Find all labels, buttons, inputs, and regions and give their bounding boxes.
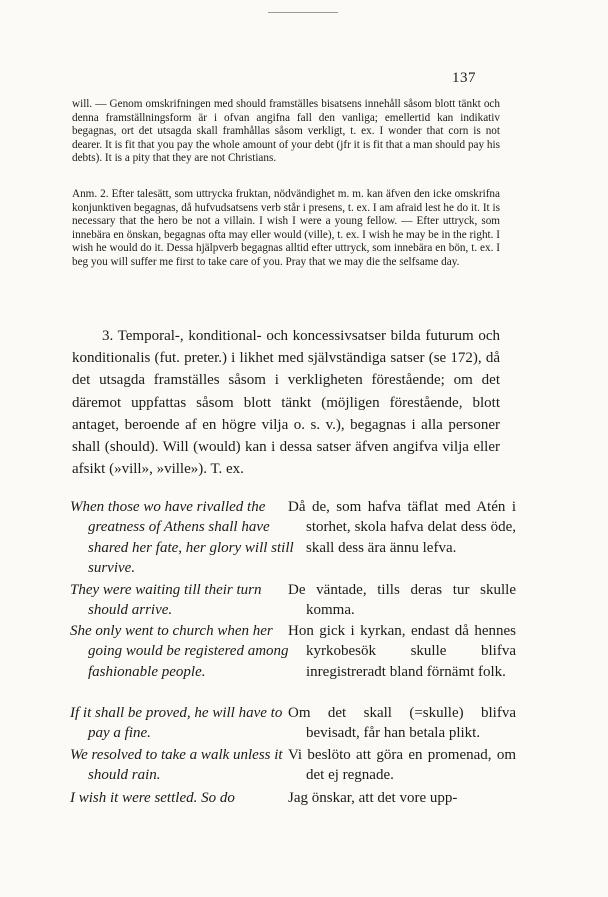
- page-number: 137: [452, 70, 476, 86]
- example-sv-6: [288, 788, 498, 808]
- example-en-2-text: They were waiting till their turn should arrive.: [70, 582, 262, 619]
- note-paragraph-1: [72, 98, 500, 166]
- example-en-4: [70, 703, 296, 744]
- top-rule: [268, 12, 338, 13]
- example-en-3-text: She only went to church when her going would be registered among fashionable people.: [70, 623, 289, 680]
- example-en-5-text: We resolved to take a walk unless it should rain.: [70, 747, 283, 784]
- example-sv-5: [288, 745, 516, 786]
- example-sv-3: [288, 621, 516, 682]
- section-3: [72, 325, 500, 480]
- example-en-4-text: If it shall be proved, he will have to pay a fine.: [70, 705, 283, 742]
- note-paragraph-2-text: Anm. 2. Efter talesätt, som uttrycka fruktan, nödvändighet m. m. kan äfven den icke omskrifna konjunktiven begagnas, då hufvudsatsens verb står i presens, t. ex. I am afraid lest he do it. It is necessary that the hero be not a villain. I wish I were a young fellow. — Efter uttryck, som innebära en önskan, begagnas ofta may eller would (ville), t. ex. I wish he may be in the right. I wish he would do it. Dessa hjälpverb begagnas alltid efter uttryck, som innebära en bön, t. ex. I beg you will suffer me first to take care of you. Pray that we may die the selfsame day.: [72, 188, 500, 268]
- example-sv-6-text: Jag önskar, att det vore upp-: [288, 790, 458, 806]
- example-en-3: [70, 621, 296, 682]
- example-sv-5-text: Vi beslöto att göra en promenad, om det ej regnade.: [288, 747, 516, 784]
- example-sv-2-text: De väntade, tills deras tur skulle komma.: [288, 582, 516, 619]
- example-sv-3-text: Hon gick i kyrkan, endast då hennes kyrkobesök skulle blifva inregistreradt bland förnämt folk.: [288, 623, 516, 680]
- example-en-2: [70, 580, 296, 621]
- example-sv-1-text: Då de, som hafva täflat med Atén i storhet, skola hafva delat dess öde, skall dess ära ännu lefva.: [288, 499, 516, 556]
- example-en-1: [70, 497, 296, 579]
- example-sv-4: [288, 703, 516, 744]
- example-en-1-text: When those wo have rivalled the greatness of Athens shall have shared her fate, her glory will still survive.: [70, 499, 294, 577]
- example-en-5: [70, 745, 296, 786]
- example-sv-2: [288, 580, 516, 621]
- example-en-6: [70, 788, 278, 808]
- example-sv-4-text: Om det skall (=skulle) blifva bevisadt, får han betala plikt.: [288, 705, 516, 742]
- note-paragraph-2: [72, 188, 500, 270]
- example-en-6-text: I wish it were settled. So do: [70, 790, 235, 806]
- example-sv-1: [288, 497, 516, 558]
- section-3-text: 3. Temporal-, konditional- och koncessivsatser bilda futurum och konditionalis (fut. preter.) i likhet med självständiga satser (se 172), då det utsagda framställes såsom i verkligheten förestående; om det däremot uppfattas såsom blott tänkt (möjligen förestående, blott antaget, beroende af en högre vilja o. s. v.), begagnas i alla personer shall (should). Will (would) kan i dessa satser äfven angifva vilja eller afsikt (»vill», »ville»). T. ex.: [72, 328, 500, 478]
- note-paragraph-1-text: will. — Genom omskrifningen med should framställes bisatsens innehåll såsom blott tänkt och denna framställningsform är i ofvan angifna fall den vanliga; emellertid kan indikativ begagnas, ort det utsagda skall framhållas såsom verkligt, t. ex. I wonder that corn is not dearer. It is fit that you pay the whole amount of your debt (jfr it is fit that a man should pay his debts). It is a pity that they are not Christians.: [72, 98, 500, 165]
